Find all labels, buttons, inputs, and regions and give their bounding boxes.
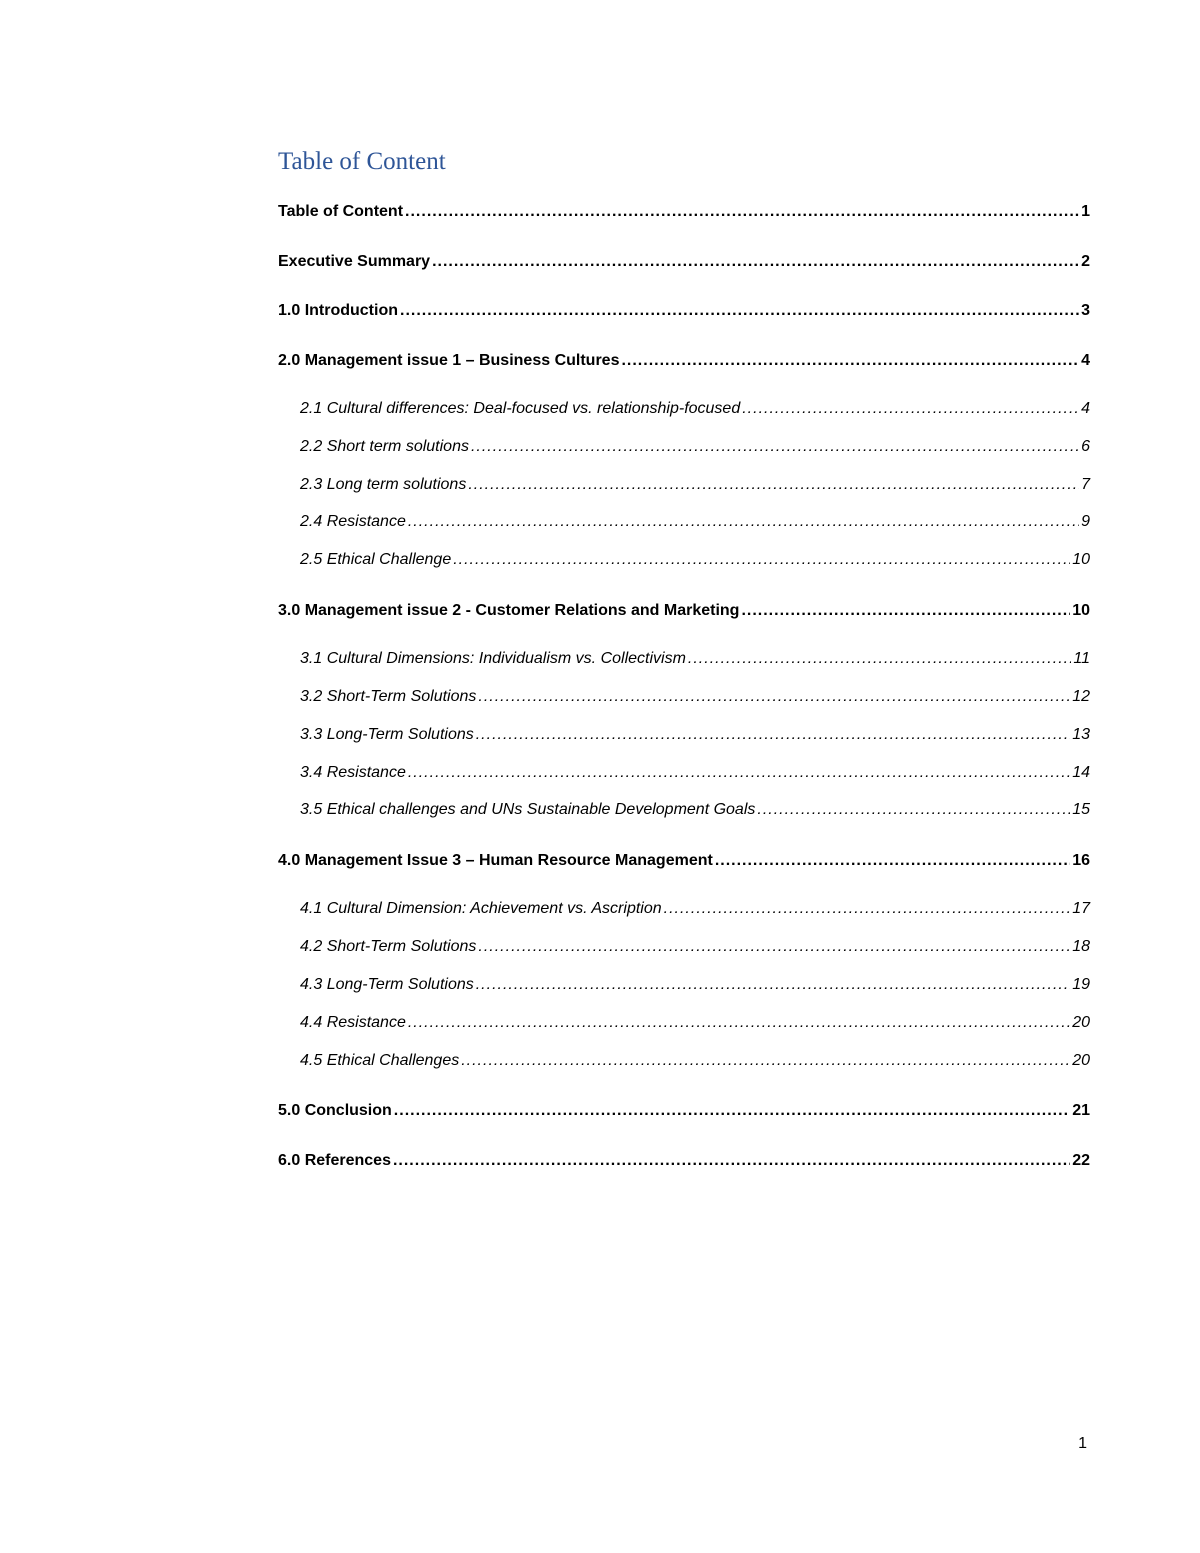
toc-entry-title: 2.1 Cultural differences: Deal-focused vs. relationship-focused <box>300 400 741 417</box>
toc-entry-title: 2.4 Resistance <box>300 513 406 531</box>
toc-entry-page: 20 <box>1072 1013 1090 1031</box>
toc-entry-title: 4.4 Resistance <box>300 1013 406 1031</box>
toc-entry[interactable] <box>278 595 1090 645</box>
toc-leader <box>400 300 1079 322</box>
toc-leader <box>757 799 1070 821</box>
toc-entry-page: 1 <box>1081 203 1090 220</box>
toc-leader <box>688 648 1071 670</box>
toc-subentry[interactable] <box>278 644 1090 682</box>
page-number: 1 <box>1078 1435 1087 1452</box>
toc-subentry[interactable] <box>278 795 1090 845</box>
toc-entry-title: 2.0 Management issue 1 – Business Cultures <box>278 351 620 369</box>
toc-entry-page: 22 <box>1072 1151 1090 1169</box>
toc-entry-title: 3.1 Cultural Dimensions: Individualism vs. Collectivism <box>300 650 686 668</box>
toc-subentry[interactable] <box>278 970 1090 1008</box>
toc-entry-title: 4.5 Ethical Challenges <box>300 1051 460 1069</box>
toc-entry-page: 16 <box>1072 851 1090 869</box>
toc-leader <box>471 436 1079 458</box>
toc-leader <box>394 1100 1070 1122</box>
toc-entry-title: 2.3 Long term solutions <box>300 475 467 493</box>
toc-entry-title: 4.0 Management Issue 3 – Human Resource Management <box>278 851 713 869</box>
toc-leader <box>715 850 1070 872</box>
toc-entry-page: 15 <box>1072 801 1090 819</box>
toc-entry-title: 1.0 Introduction <box>278 302 398 319</box>
toc-subentry[interactable] <box>278 1046 1090 1096</box>
toc-subentry[interactable] <box>278 470 1090 508</box>
toc-subentry[interactable] <box>278 720 1090 758</box>
toc-entry-title: 4.3 Long-Term Solutions <box>300 975 474 993</box>
toc-leader <box>478 686 1070 708</box>
toc-entry-page: 4 <box>1081 351 1090 369</box>
toc-leader <box>476 724 1070 746</box>
toc-entry-page: 20 <box>1072 1051 1090 1069</box>
toc-entry-title: 3.2 Short-Term Solutions <box>300 687 477 705</box>
toc-entry-page: 21 <box>1072 1102 1090 1120</box>
toc-leader <box>461 1050 1070 1072</box>
toc-subentry[interactable] <box>278 432 1090 470</box>
toc-entry-title: 4.2 Short-Term Solutions <box>300 938 477 956</box>
toc-entry-page: 7 <box>1081 475 1090 493</box>
toc-entry[interactable] <box>278 845 1090 895</box>
toc-leader <box>468 474 1079 496</box>
toc-subentry[interactable] <box>278 507 1090 545</box>
toc-heading: Table of Content <box>278 148 446 175</box>
toc-entry-page: 13 <box>1072 725 1090 743</box>
toc-subentry[interactable] <box>278 682 1090 720</box>
toc-leader <box>476 974 1070 996</box>
toc-leader <box>393 1150 1070 1172</box>
toc-entry-title: Executive Summary <box>278 252 431 270</box>
toc-entry-page: 18 <box>1072 938 1090 956</box>
toc-entry-page: 4 <box>1081 400 1090 417</box>
toc-entry-page: 10 <box>1072 551 1090 569</box>
toc-entry[interactable] <box>278 345 1090 395</box>
toc-entry-page: 12 <box>1072 687 1090 705</box>
toc-entry[interactable] <box>278 246 1090 296</box>
toc-entry-page: 6 <box>1081 437 1090 455</box>
toc-leader <box>408 511 1079 533</box>
toc-leader <box>408 1012 1070 1034</box>
toc-entry-title: 4.1 Cultural Dimension: Achievement vs. Ascription <box>300 900 662 918</box>
toc-leader <box>432 251 1079 273</box>
toc-leader <box>742 398 1079 420</box>
toc-entry-title: 3.3 Long-Term Solutions <box>300 725 474 743</box>
toc-leader <box>453 549 1070 571</box>
toc-subentry[interactable] <box>278 932 1090 970</box>
toc-entry-page: 14 <box>1072 763 1090 781</box>
toc-subentry[interactable] <box>278 545 1090 595</box>
toc-subentry[interactable] <box>278 758 1090 796</box>
toc-entry-title: 3.5 Ethical challenges and UNs Sustainable Development Goals <box>300 801 756 819</box>
toc-entry-page: 19 <box>1072 975 1090 993</box>
toc-entry-title: Table of Content <box>278 203 404 220</box>
toc-leader <box>741 600 1070 622</box>
toc-entry[interactable] <box>278 1145 1090 1195</box>
toc-entry-title: 5.0 Conclusion <box>278 1102 392 1120</box>
toc-entry-title: 6.0 References <box>278 1151 391 1169</box>
toc-entry-page: 2 <box>1081 252 1090 270</box>
toc-entry-page: 9 <box>1081 513 1090 531</box>
toc-entry-title: 3.0 Management issue 2 - Customer Relations and Marketing <box>278 601 740 619</box>
toc-entry-page: 17 <box>1072 900 1090 918</box>
toc-leader <box>478 936 1070 958</box>
toc-leader <box>664 898 1071 920</box>
toc-leader <box>405 201 1079 223</box>
toc-subentry[interactable] <box>278 1008 1090 1046</box>
toc-entry[interactable] <box>278 196 1090 246</box>
toc-subentry[interactable] <box>278 894 1090 932</box>
toc-subentry[interactable] <box>278 394 1090 432</box>
toc-entry-page: 3 <box>1081 302 1090 319</box>
toc-entry-title: 2.5 Ethical Challenge <box>300 551 452 569</box>
toc-leader <box>408 762 1070 784</box>
toc-list <box>278 196 1090 1194</box>
toc-entry[interactable] <box>278 295 1090 345</box>
toc-entry[interactable] <box>278 1095 1090 1145</box>
toc-entry-title: 3.4 Resistance <box>300 763 406 781</box>
toc-entry-page: 10 <box>1072 601 1090 619</box>
toc-entry-title: 2.2 Short term solutions <box>300 437 469 455</box>
toc-entry-page: 11 <box>1073 650 1090 668</box>
toc-leader <box>621 350 1079 372</box>
